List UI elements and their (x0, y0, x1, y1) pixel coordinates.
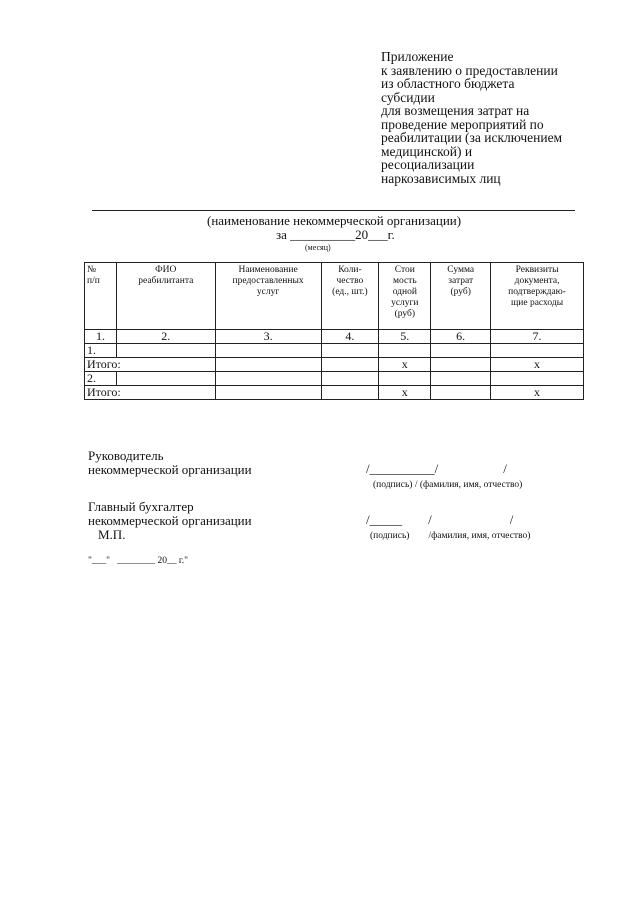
accountant-org: некоммерческой организации (88, 513, 252, 528)
header-cell: № п/п (85, 263, 117, 330)
total-row (85, 358, 584, 372)
x-mark: x (491, 386, 584, 400)
appendix-block (381, 50, 601, 185)
appendix-line: Приложение (381, 49, 454, 64)
x-mark: x (379, 358, 431, 372)
table-cell (321, 344, 379, 358)
table-cell (431, 344, 491, 358)
expense-table (84, 262, 584, 400)
table-cell (379, 372, 431, 386)
month-caption: (месяц) (305, 243, 331, 252)
total-row (85, 386, 584, 400)
table-cell (321, 372, 379, 386)
x-mark: x (379, 386, 431, 400)
appendix-line: субсидии (381, 89, 435, 105)
total-label: Итого: (85, 386, 216, 400)
table-cell (491, 372, 584, 386)
organization-caption: (наименование некоммерческой организации) (207, 213, 462, 228)
appendix-line: медицинской) и (381, 143, 473, 159)
table-row (85, 372, 584, 386)
row-number: 2. (85, 372, 117, 386)
organization-name-line (92, 210, 575, 211)
column-number: 4. (321, 330, 379, 344)
table-cell (215, 386, 321, 400)
appendix-line: наркозависимых лиц (381, 170, 501, 186)
appendix-line: проведение мероприятий по (381, 116, 544, 132)
table-cell (321, 386, 379, 400)
column-number: 2. (116, 330, 215, 344)
accountant-title: Главный бухгалтер (88, 499, 194, 514)
accountant-signature-caption: (подпись) /фамилия, имя, отчество) (370, 531, 531, 541)
table-row (85, 344, 584, 358)
head-signature-block (88, 449, 252, 477)
column-number: 1. (85, 330, 117, 344)
appendix-line: реабилитации (за исключением (381, 130, 563, 145)
header-cell: Реквизиты документа, подтверждаю- щие расходы (491, 263, 584, 330)
table-header-row (85, 263, 584, 330)
date-line: "___" ________ 20__ г." (88, 556, 188, 566)
head-org: некоммерческой организации (88, 462, 252, 477)
appendix-line: для возмещения затрат на (381, 103, 530, 118)
total-label: Итого: (85, 358, 216, 372)
table-cell (215, 358, 321, 372)
head-signature-caption: (подпись) / (фамилия, имя, отчество) (373, 480, 523, 490)
header-cell: ФИО реабилитанта (116, 263, 215, 330)
header-cell: Наименование предоставленных услуг (215, 263, 321, 330)
table-cell (116, 344, 215, 358)
row-number: 1. (85, 344, 117, 358)
appendix-line: ресоциализации (381, 157, 475, 172)
table-cell (431, 358, 491, 372)
header-cell: Коли- чество (ед., шт.) (321, 263, 379, 330)
table-cell (379, 344, 431, 358)
appendix-line: к заявлению о предоставлении (381, 62, 558, 78)
table-cell (491, 344, 584, 358)
column-number: 3. (215, 330, 321, 344)
column-number: 6. (431, 330, 491, 344)
accountant-signature-slots: /_____ / / (366, 512, 514, 527)
period-line: за __________20___г. (276, 227, 395, 242)
appendix-line: из областного бюджета (381, 76, 515, 91)
table-cell (215, 372, 321, 386)
table-cell (321, 358, 379, 372)
header-cell: Сумма затрат (руб) (431, 263, 491, 330)
table-cell (431, 386, 491, 400)
column-number: 7. (491, 330, 584, 344)
x-mark: x (491, 358, 584, 372)
table-cell (431, 372, 491, 386)
head-title: Руководитель (88, 448, 164, 463)
accountant-signature-block (88, 500, 252, 542)
header-cell: Стои мость одной услуги (руб) (379, 263, 431, 330)
stamp-mark: М.П. (98, 527, 126, 542)
column-number-row (85, 330, 584, 344)
table-cell (116, 372, 215, 386)
column-number: 5. (379, 330, 431, 344)
table-cell (215, 344, 321, 358)
head-signature-slots: /__________/ / (366, 461, 507, 476)
